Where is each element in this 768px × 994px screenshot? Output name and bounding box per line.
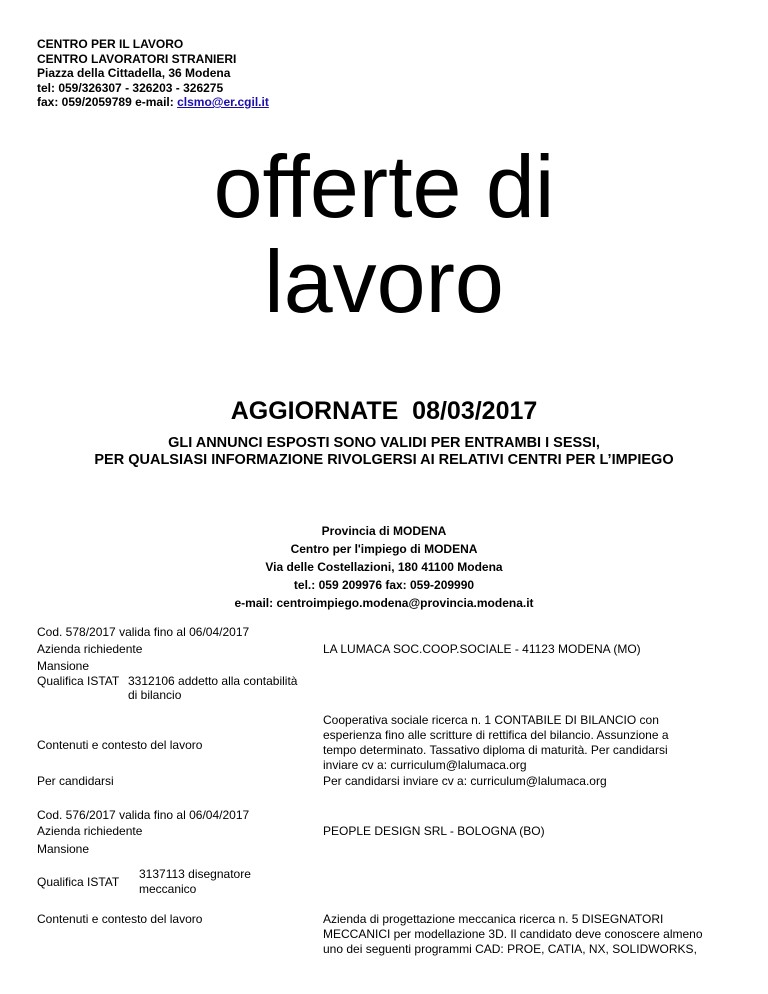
office-email: e-mail: centroimpiego.modena@provincia.modena.it — [234, 596, 534, 610]
header-line-2: CENTRO LAVORATORI STRANIERI — [37, 51, 237, 66]
main-title-line-2: lavoro — [264, 232, 504, 331]
offer-1-contenuti-line-3: tempo determinato. Tassativo diploma di maturità. Per candidarsi — [323, 743, 668, 757]
offer-2-contenuti-line-2: MECCANICI per modellazione 3D. Il candidato deve conoscere almeno — [323, 927, 703, 941]
offer-1-qualifica-label: Qualifica ISTAT — [37, 674, 120, 688]
offer-1-mansione-label: Mansione — [37, 659, 90, 673]
offer-2-qualifica-line-1: 3137113 disegnatore — [139, 867, 251, 881]
header-address: Piazza della Cittadella, 36 Modena — [37, 66, 231, 80]
main-title-line-1: offerte di — [213, 137, 555, 236]
offer-2-azienda: PEOPLE DESIGN SRL - BOLOGNA (BO) — [323, 824, 545, 838]
offer-2-contenuti-label: Contenuti e contesto del lavoro — [37, 912, 203, 926]
offer-1-qualifica-line-1: 3312106 addetto alla contabilità — [128, 674, 298, 688]
offer-2-contenuti — [323, 912, 723, 957]
offer-1-azienda: LA LUMACA SOC.COOP.SOCIALE - 41123 MODENA (MO) — [323, 642, 641, 656]
header-block — [37, 37, 269, 110]
offer-1-azienda-label: Azienda richiedente — [37, 642, 143, 656]
offer-1-contenuti-label: Contenuti e contesto del lavoro — [37, 738, 203, 752]
offer-1-contenuti — [323, 713, 723, 773]
offer-2-azienda-label: Azienda richiedente — [37, 824, 143, 838]
offer-1-candidarsi: Per candidarsi inviare cv a: curriculum@lalumaca.org — [323, 774, 607, 788]
offer-1-candidarsi-label: Per candidarsi — [37, 774, 114, 788]
office-block — [0, 522, 768, 612]
office-province: Provincia di MODENA — [321, 524, 447, 538]
notice-line-2: PER QUALSIASI INFORMAZIONE RIVOLGERSI AI RELATIVI CENTRI PER L’IMPIEGO — [94, 452, 674, 468]
header-fax-email — [37, 95, 269, 110]
header-line-1: CENTRO PER IL LAVORO — [37, 37, 184, 51]
offer-2-qualifica-line-2: meccanico — [139, 882, 197, 896]
offer-1-qualifica-line-2: di bilancio — [128, 688, 182, 702]
office-phone: tel.: 059 209976 fax: 059-209990 — [293, 578, 475, 592]
office-name: Centro per l'impiego di MODENA — [290, 542, 478, 556]
offer-2-contenuti-line-3: uno dei seguenti programmi CAD: PROE, CATIA, NX, SOLIDWORKS, — [323, 942, 697, 956]
header-fax-label: fax: 059/2059789 e-mail: — [37, 95, 178, 109]
offer-2-qualifica-label: Qualifica ISTAT — [37, 875, 120, 889]
header-phone: tel: 059/326307 - 326203 - 326275 — [37, 80, 224, 95]
notice-line-1: GLI ANNUNCI ESPOSTI SONO VALIDI PER ENTRAMBI I SESSI, — [168, 435, 600, 451]
offer-2-contenuti-line-1: Azienda di progettazione meccanica ricerca n. 5 DISEGNATORI — [323, 912, 664, 926]
update-date: AGGIORNATE 08/03/2017 — [230, 397, 538, 425]
offer-1-contenuti-line-1: Cooperativa sociale ricerca n. 1 CONTABILE DI BILANCIO con — [323, 713, 659, 727]
office-address: Via delle Costellazioni, 180 41100 Modena — [265, 560, 503, 574]
offer-1-code: Cod. 578/2017 valida fino al 06/04/2017 — [37, 625, 250, 639]
offer-2-code: Cod. 576/2017 valida fino al 06/04/2017 — [37, 808, 250, 822]
offer-1-contenuti-line-4: inviare cv a: curriculum@lalumaca.org — [323, 758, 527, 772]
offer-1-contenuti-line-2: esperienza fino alle scritture di rettifica del bilancio. Assunzione a — [323, 728, 669, 742]
notice — [0, 435, 768, 469]
offer-2-mansione-label: Mansione — [37, 842, 90, 856]
header-email-link[interactable]: clsmo@er.cgil.it — [177, 95, 269, 109]
